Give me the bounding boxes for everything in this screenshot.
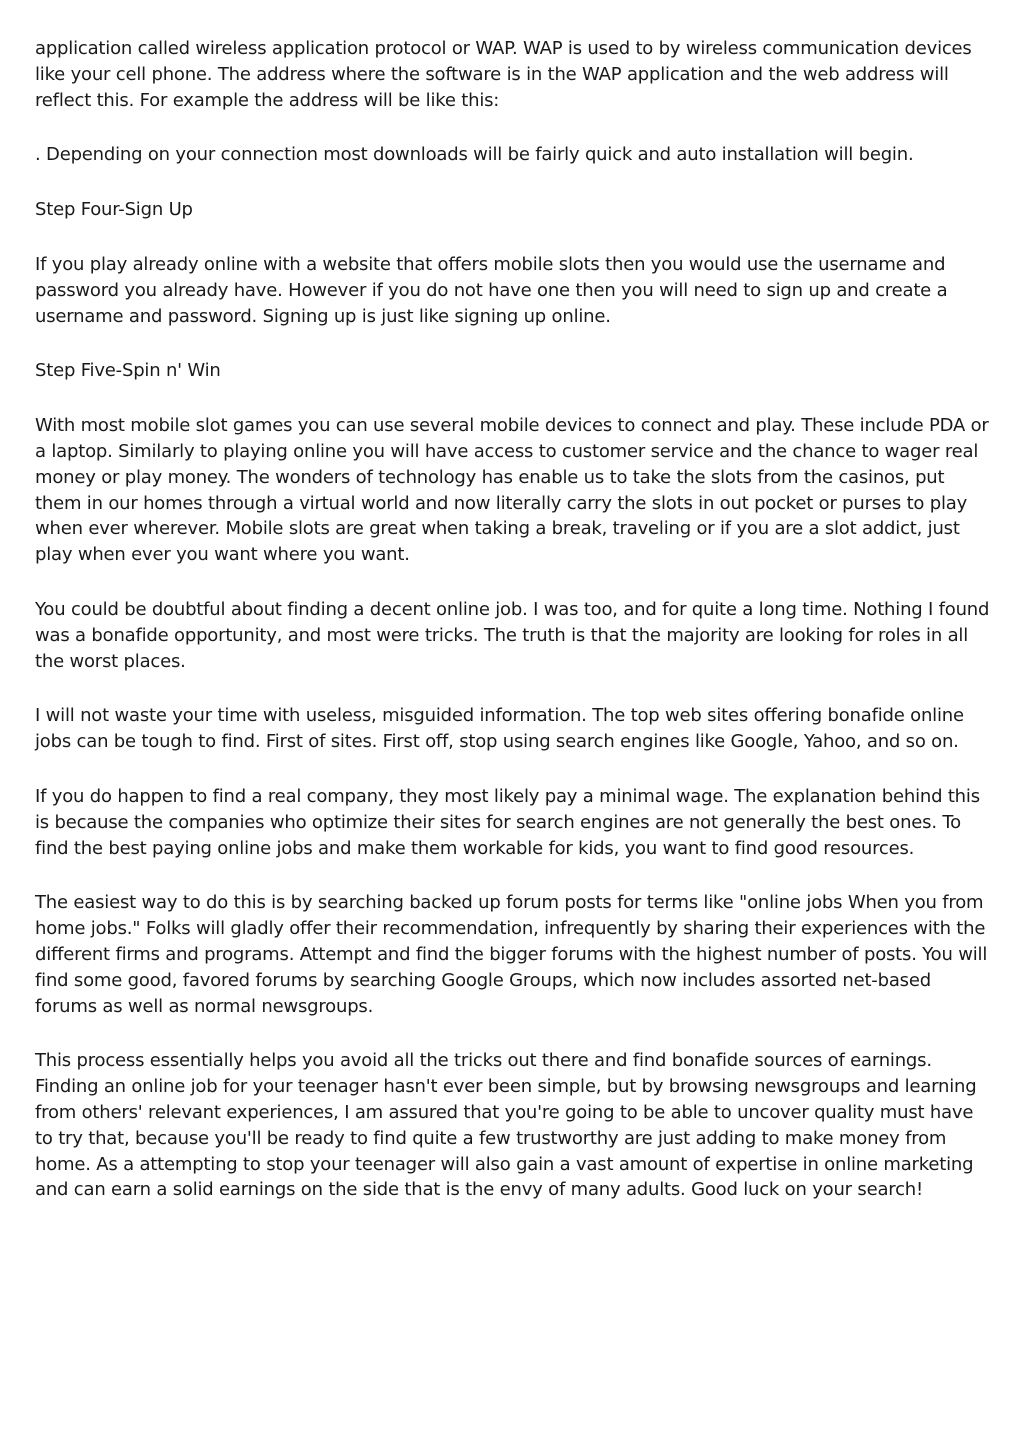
paragraph-wap-intro: application called wireless application protocol or WAP. WAP is used to by wireless communication devices like your cell phone. The address where the software is in the WAP application and the web address will reflect this. For example the address will be like this: — [35, 38, 972, 111]
paragraph-mobile-slots: With most mobile slot games you can use several mobile devices to connect and play. These include PDA or a laptop. Similarly to playing online you will have access to customer service and the chance to wager real money or play money. The wonders of technology has enable us to take the slots from the casinos, put them in our homes through a virtual world and now literally carry the slots in out pocket or purses to play when ever wherever. Mobile slots are great when taking a break, traveling or if you are a slot addict, just play when ever you want where you want. — [35, 415, 989, 566]
paragraph-sign-up: If you play already online with a website that offers mobile slots then you would use the username and password you already have. However if you do not have one then you will need to sign up and create a username and password. Signing up is just like signing up online. — [35, 253, 948, 327]
paragraph-conclusion: This process essentially helps you avoid all the tricks out there and find bonafide sources of earnings. Finding an online job for your teenager hasn't ever been simple, but by browsing newsgroups and learning from others' relevant experiences, I am assured that you're going to be able to uncover quality must have to try that, because you'll be ready to find quite a few trustworthy are just adding to make money from home. As a attempting to stop your teenager will also gain a vast amount of expertise in online marketing and can earn a solid earnings on the side that is the envy of many adults. Good luck on your search! — [35, 1050, 977, 1201]
document-page — [35, 36, 995, 1232]
paragraph-forum-search: The easiest way to do this is by searching backed up forum posts for terms like "online jobs When you from home jobs." Folks will gladly offer their recommendation, infrequently by sharing their experiences with the different firms and programs. Attempt and find the bigger forums with the highest number of posts. You will find some good, favored forums by searching Google Groups, which now includes assorted net-based forums as well as normal newsgroups. — [35, 892, 988, 1017]
paragraph-useless-info: I will not waste your time with useless, misguided information. The top web sites offering bonafide online jobs can be tough to find. First of sites. First off, stop using search engines like Google, Yahoo, and so on. — [35, 705, 964, 753]
heading-step-four: Step Four-Sign Up — [35, 199, 193, 221]
paragraph-download: . Depending on your connection most downloads will be fairly quick and auto installation will begin. — [35, 144, 914, 166]
paragraph-online-job-doubt: You could be doubtful about finding a decent online job. I was too, and for quite a long time. Nothing I found was a bonafide opportunity, and most were tricks. The truth is that the majority are looking for roles in all the worst places. — [35, 598, 990, 672]
heading-step-five: Step Five-Spin n' Win — [35, 360, 221, 382]
paragraph-minimal-wage: If you do happen to find a real company, they most likely pay a minimal wage. The explanation behind this is because the companies who optimize their sites for search engines are not generally the best ones. To find the best paying online jobs and make them workable for kids, you want to find good resources. — [35, 785, 980, 859]
